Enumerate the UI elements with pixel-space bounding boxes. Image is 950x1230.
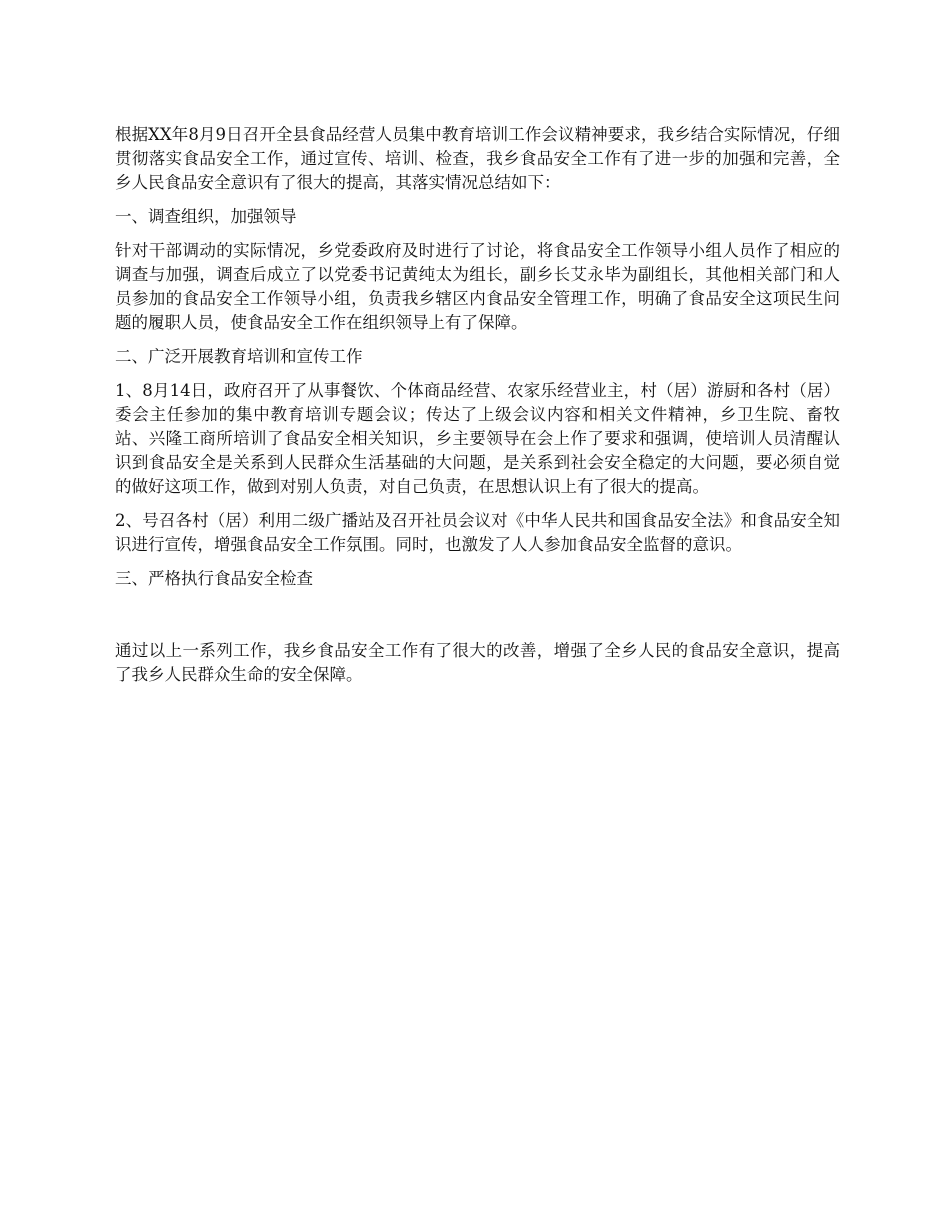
document-page [115,123,840,697]
section-1-heading: 一、调查组织，加强领导 [115,207,297,226]
conclusion-paragraph: 通过以上一系列工作，我乡食品安全工作有了很大的改善，增强了全乡人民的食品安全意识，提高了我乡人民群众生命的安全保障。 [115,641,840,684]
section-2-item-2: 2、号召各村（居）利用二级广播站及召开社员会议对《中华人民共和国食品安全法》和食品安全知识进行宣传，增强食品安全工作氛围。同时，也激发了人人参加食品安全监督的意识。 [115,511,840,554]
section-1-body: 针对干部调动的实际情况，乡党委政府及时进行了讨论，将食品安全工作领导小组人员作了相应的调查与加强，调查后成立了以党委书记黄纯太为组长，副乡长艾永毕为副组长，其他相关部门和人员参加的食品安全工作领导小组，负责我乡辖区内食品安全管理工作，明确了食品安全这项民生问题的履职人员，使食品安全工作在组织领导上有了保障。 [115,241,840,332]
section-3-heading: 三、严格执行食品安全检查 [115,569,313,588]
blank-space [115,601,840,639]
section-2-item-1: 1、8月14日，政府召开了从事餐饮、个体商品经营、农家乐经营业主，村（居）游厨和各村（居）委会主任参加的集中教育培训专题会议；传达了上级会议内容和相关文件精神，乡卫生院、畜牧站、兴隆工商所培训了食品安全相关知识，乡主要领导在会上作了要求和强调，使培训人员清醒认识到食品安全是关系到人民群众生活基础的大问题，是关系到社会安全稳定的大问题，要必须自觉的做好这项工作，做到对别人负责，对自己负责，在思想认识上有了很大的提高。 [115,381,840,496]
section-2-heading: 二、广泛开展教育培训和宣传工作 [115,347,363,366]
intro-paragraph: 根据XX年8月9日召开全县食品经营人员集中教育培训工作会议精神要求，我乡结合实际情况，仔细贯彻落实食品安全工作，通过宣传、培训、检查，我乡食品安全工作有了进一步的加强和完善，全乡人民食品安全意识有了很大的提高，其落实情况总结如下： [115,125,840,192]
